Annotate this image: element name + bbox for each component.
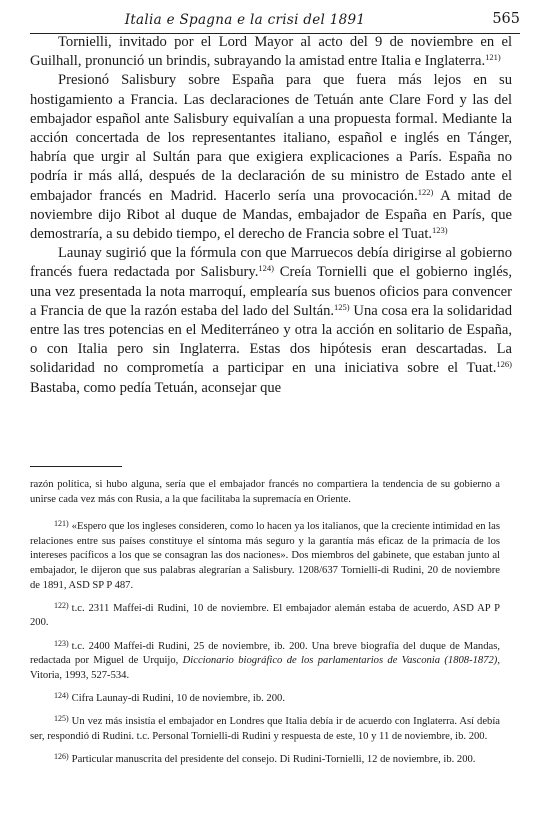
footnote-125: [30, 712, 500, 744]
footnote-ref-121: 121): [485, 52, 501, 63]
paragraph-1: [30, 33, 512, 71]
footnote-text: Cifra Launay-di Rudini, 10 de noviembre, ib. 200.: [71, 692, 285, 704]
footnote-number: 125): [54, 714, 69, 724]
book-title: Diccionario biográfico de los parlamentarios de Vasconia (1808-1872): [182, 655, 498, 667]
footnote-text: Un vez más insistía el embajador en Londres que Italia debía ir de acuerdo con Inglaterra. Así debía ser, respondió di Rudini. t.c. Personal Tornielli-di Rudini y respuesta de este, 10 y 11 de noviembre, ib. 200.: [30, 716, 500, 742]
footnote-ref-123: 123): [432, 225, 448, 236]
paragraph-text: Bastaba, como pedía Tetuán, aconsejar que: [30, 379, 282, 396]
paragraph-text: Launay sugirió que la fórmula con que Marruecos debía dirigirse al gobierno francés fuera redactada por Salisbury.: [30, 245, 512, 281]
paragraph-text: Tornielli, invitado por el Lord Mayor al acto del 9 de noviembre en el Guilhall, pronunció un brindis, subrayando la amistad entre Italia e Inglaterra.: [30, 34, 512, 70]
footnote-text: t.c. 2311 Maffei-di Rudini, 10 de noviembre. El embajador alemán estaba de acuerdo, ASD AP P 200.: [30, 602, 500, 629]
running-title: Italia e Spagna e la crisi del 1891: [124, 12, 366, 28]
footnote-text: «Espero que los ingleses consideren, como lo hacen ya los italianos, que la creciente intimidad en las relaciones entre sus países constituye el síntoma más seguro y la garantía más eficaz de la primacía de los intereses pacíficos a los que se consagran las dos naciones». Dos miembros del gabinete, que estaban junto al embajador, le dijeron que sus palabras alegrarían a Salisbury. 1208/637 Tornielli-di Rudini, 20 de noviembre de 1891, ASD SP P 487.: [30, 521, 500, 591]
footnote-ref-125: 125): [334, 301, 350, 312]
page-number: 565: [492, 11, 520, 27]
page-header: [30, 8, 520, 34]
footnote-121: [30, 517, 500, 593]
footnote-text: , Vitoria, 1993, 527-534.: [30, 655, 500, 681]
paragraph-2: [30, 71, 512, 244]
footnote-number: 123): [54, 638, 69, 648]
footnote-123: [30, 637, 500, 684]
paragraph-3: [30, 244, 512, 398]
footnote-number: 126): [54, 751, 69, 761]
footnote-number: 121): [54, 519, 69, 529]
footnote-126: [30, 750, 500, 768]
footnote-124: [30, 689, 500, 707]
footnote-ref-122: 122): [417, 186, 434, 197]
footnote-continuation: razón política, si hubo alguna, sería que el embajador francés no compartiera la tendencia de su gobierno a unirse cada vez más con Rusia, a la que facilitaba la supremacía en Oriente.: [30, 479, 500, 505]
footnote-number: 122): [54, 600, 69, 610]
footnote-number: 124): [54, 690, 69, 700]
paragraph-text: A mitad de noviembre dijo Ribot al duque de Mandas, embajador de España en París, que demostraría, a su debido tiempo, el derecho de Francia sobre el Tuat.: [30, 187, 512, 243]
footnote-text: Particular manuscrita del presidente del consejo. Di Rudini-Tornielli, 12 de noviembre, ib. 200.: [71, 753, 476, 765]
footnote-ref-124: 124): [258, 263, 274, 274]
footnote-122: [30, 599, 500, 631]
footnote-text: t.c. 2400 Maffei-di Rudini, 25 de noviembre, ib. 200. Una breve biografía del duque de Mandas, redactada por Miguel de Urquijo,: [30, 640, 500, 667]
footnote-separator: [30, 466, 122, 467]
main-text: [30, 33, 512, 398]
footnote-ref-126: 126): [496, 359, 512, 370]
footnotes: [30, 478, 500, 773]
paragraph-text: Una cosa era la solidaridad entre las tres potencias en el Mediterráneo y otra la acción en solitario de España, o con Italia pero sin Inglaterra. Estas dos hipótesis eran descartadas. La solidaridad no comprometía a participar en una iniciativa sobre el Tuat.: [30, 302, 512, 377]
paragraph-text: Presionó Salisbury sobre España para que fuera más lejos en su hostigamiento a Francia. Las declaraciones de Tetuán ante Clare Ford y las del embajador español ante Salisbury equivalían a una propuesta formal. Mediante la acción concertada de los representantes italiano, español e inglés en Tánger, habría que urgir al Sultán para que exigiera explicaciones a París. España no podría ir más allá, después de la declaración de su ministro de Estado ante el embajador francés en Madrid. Hacerlo sería una provocación.: [30, 72, 512, 204]
paragraph-text: Creía Tornielli que el gobierno inglés, una vez presentada la nota marroquí, emplearía sus buenos oficios para convencer a Francia de que la razón estaba del lado del Sultán.: [30, 264, 513, 319]
